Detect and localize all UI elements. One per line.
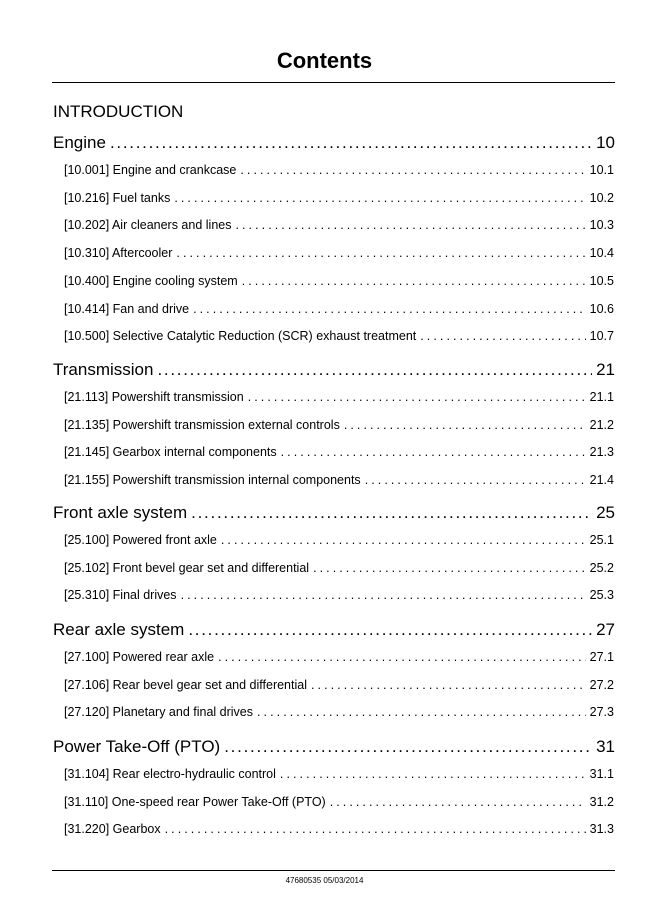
dot-leader (174, 191, 585, 205)
toc-section-label: Front axle system (53, 503, 188, 522)
dot-leader (218, 650, 586, 664)
title-divider (52, 82, 615, 83)
toc-section-page-number: 10 (596, 133, 615, 152)
toc-entry-label: [25.100] Powered front axle (64, 533, 217, 547)
toc-entry-page-number: 21.2 (589, 418, 614, 432)
toc-entry-page-number: 10.6 (589, 302, 614, 316)
toc-entry-label: [21.155] Powershift transmission internal components (64, 473, 361, 487)
dot-leader (176, 246, 585, 260)
dot-leader (344, 418, 586, 432)
toc-entry-label: [10.414] Fan and drive (64, 302, 190, 316)
dot-leader (313, 561, 586, 575)
toc-section[interactable] (53, 360, 615, 382)
dot-leader (311, 678, 586, 692)
toc-entry-label: [31.220] Gearbox (64, 822, 161, 836)
toc-section-label: Engine (53, 133, 106, 152)
toc-entry[interactable] (64, 418, 614, 435)
toc-entry-page-number: 10.1 (589, 163, 614, 177)
toc-entry-label: [10.400] Engine cooling system (64, 274, 238, 288)
dot-leader (365, 473, 586, 487)
toc-entry-label: [27.100] Powered rear axle (64, 650, 215, 664)
toc-entry-page-number: 21.4 (589, 473, 614, 487)
toc-entry[interactable] (64, 329, 614, 346)
toc-entry-page-number: 21.1 (589, 390, 614, 404)
toc-entry-page-number: 31.1 (589, 767, 614, 781)
toc-section-label: Transmission (53, 360, 154, 379)
toc-section[interactable] (53, 737, 615, 759)
dot-leader (191, 503, 592, 523)
dot-leader (420, 329, 585, 343)
toc-entry[interactable] (64, 561, 614, 578)
dot-leader (165, 822, 586, 836)
toc-section-page-number: 21 (596, 360, 615, 379)
toc-entry-label: [10.310] Aftercooler (64, 246, 173, 260)
toc-entry-page-number: 31.2 (589, 795, 614, 809)
toc-section-page-number: 27 (596, 620, 615, 639)
toc-entry-label: [21.113] Powershift transmission (64, 390, 244, 404)
toc-entry[interactable] (64, 390, 614, 407)
toc-entry-label: [10.202] Air cleaners and lines (64, 218, 232, 232)
toc-entry[interactable] (64, 274, 614, 291)
toc-entry-label: [21.145] Gearbox internal components (64, 445, 277, 459)
dot-leader (181, 588, 586, 602)
toc-entry[interactable] (64, 678, 614, 695)
dot-leader (281, 445, 586, 459)
toc-entry[interactable] (64, 246, 614, 263)
toc-entry-page-number: 31.3 (589, 822, 614, 836)
toc-entry[interactable] (64, 705, 614, 722)
dot-leader (157, 360, 592, 380)
dot-leader (110, 133, 592, 153)
introduction-heading[interactable]: INTRODUCTION (53, 102, 184, 121)
toc-entry-label: [10.500] Selective Catalytic Reduction (SCR) exhaust treatment (64, 329, 417, 343)
toc-entry-label: [21.135] Powershift transmission external controls (64, 418, 340, 432)
toc-entry-page-number: 10.2 (589, 191, 614, 205)
dot-leader (330, 795, 586, 809)
toc-section[interactable] (53, 133, 615, 155)
toc-entry[interactable] (64, 473, 614, 490)
footer-document-id: 47680535 05/03/2014 (285, 876, 364, 885)
toc-entry-label: [25.310] Final drives (64, 588, 177, 602)
toc-entry-page-number: 27.1 (589, 650, 614, 664)
dot-leader (235, 218, 585, 232)
toc-entry-page-number: 27.2 (589, 678, 614, 692)
toc-entry-page-number: 25.3 (589, 588, 614, 602)
toc-entry-label: [27.106] Rear bevel gear set and differential (64, 678, 307, 692)
toc-entry-label: [31.110] One-speed rear Power Take-Off (PTO) (64, 795, 326, 809)
toc-entry-page-number: 10.7 (589, 329, 614, 343)
dot-leader (221, 533, 586, 547)
toc-entry-page-number: 21.3 (589, 445, 614, 459)
toc-section-page-number: 25 (596, 503, 615, 522)
dot-leader (224, 737, 592, 757)
dot-leader (280, 767, 586, 781)
toc-entry-page-number: 10.4 (589, 246, 614, 260)
toc-entry-label: [10.216] Fuel tanks (64, 191, 171, 205)
toc-section-label: Power Take-Off (PTO) (53, 737, 221, 756)
dot-leader (257, 705, 586, 719)
toc-entry[interactable] (64, 191, 614, 208)
toc-entry-label: [10.001] Engine and crankcase (64, 163, 237, 177)
toc-entry-label: [25.102] Front bevel gear set and differential (64, 561, 310, 575)
toc-entry[interactable] (64, 588, 614, 605)
toc-entry[interactable] (64, 533, 614, 550)
toc-entry-page-number: 10.5 (589, 274, 614, 288)
toc-entry-page-number: 10.3 (589, 218, 614, 232)
toc-section-page-number: 31 (596, 737, 615, 756)
toc-entry-page-number: 27.3 (589, 705, 614, 719)
dot-leader (242, 274, 586, 288)
dot-leader (248, 390, 586, 404)
page-title: Contents (276, 48, 373, 73)
toc-entry-label: [27.120] Planetary and final drives (64, 705, 254, 719)
toc-entry[interactable] (64, 163, 614, 180)
dot-leader (193, 302, 586, 316)
toc-entry[interactable] (64, 767, 614, 784)
toc-section[interactable] (53, 620, 615, 642)
toc-entry[interactable] (64, 795, 614, 812)
footer-divider (52, 870, 615, 871)
toc-entry[interactable] (64, 822, 614, 839)
toc-entry[interactable] (64, 218, 614, 235)
dot-leader (188, 620, 592, 640)
toc-entry-page-number: 25.1 (589, 533, 614, 547)
toc-entry[interactable] (64, 302, 614, 319)
toc-section[interactable] (53, 503, 615, 525)
toc-section-label: Rear axle system (53, 620, 185, 639)
toc-entry-page-number: 25.2 (589, 561, 614, 575)
dot-leader (240, 163, 585, 177)
toc-entry-label: [31.104] Rear electro-hydraulic control (64, 767, 276, 781)
toc-entry[interactable] (64, 445, 614, 462)
toc-entry[interactable] (64, 650, 614, 667)
